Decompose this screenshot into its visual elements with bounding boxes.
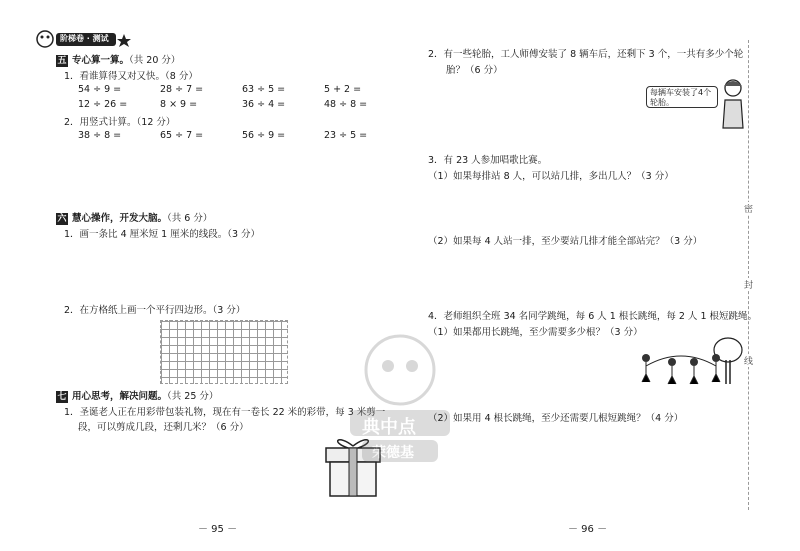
calc-item: 38 ÷ 8 = — [78, 130, 122, 141]
section-6-points: （共 6 分） — [167, 213, 213, 224]
question-5-2: 2．用竖式计算。（12 分） — [64, 117, 176, 128]
calc-item: 28 ÷ 7 = — [160, 84, 204, 95]
section-6-title: 慧心操作，开发大脑。 — [72, 213, 168, 224]
header-logo — [36, 30, 136, 48]
grid-paper — [160, 320, 288, 384]
jump-rope-children-icon — [636, 336, 744, 386]
calc-item: 65 ÷ 7 = — [160, 130, 204, 141]
margin-char-feng: 封 — [744, 278, 753, 291]
question-6-2: 2．在方格纸上画一个平行四边形。（3 分） — [64, 305, 246, 316]
vertical-calc-row — [78, 130, 406, 141]
section-7-number: 七 — [57, 392, 67, 402]
watermark — [340, 330, 460, 470]
question-r4-1: （1）如果都用长跳绳，至少需要多少根？（3 分） — [428, 327, 643, 338]
section-5-points: （共 20 分） — [129, 55, 181, 66]
calc-item: 23 ÷ 5 = — [324, 130, 368, 141]
margin-char-mi: 密 — [744, 202, 753, 215]
binding-margin-line — [748, 40, 749, 510]
question-r3-2: （2）如果每 4 人站一排，至少要站几排才能全部站完？（3 分） — [428, 236, 703, 247]
calc-item: 54 ÷ 9 = — [78, 84, 122, 95]
section-7-heading — [56, 388, 218, 403]
calc-item: 5 + 2 = — [324, 84, 362, 95]
section-6-heading — [56, 210, 212, 225]
section-6-number: 六 — [57, 214, 67, 224]
section-7-title: 用心思考，解决问题。 — [72, 391, 168, 402]
question-r2-line1: 2．有一些轮胎，工人师傅安装了 8 辆车后，还剩下 3 个，一共有多少个轮 — [428, 49, 744, 60]
calc-item: 36 ÷ 4 = — [242, 99, 286, 110]
section-5-heading — [56, 52, 180, 67]
calc-row — [78, 99, 406, 110]
watermark-text-2: 荣德基 — [372, 445, 414, 461]
question-7-1-line1: 1．圣诞老人正在用彩带包装礼物，现在有一卷长 22 米的彩带，每 3 米剪一 — [64, 407, 386, 418]
question-7-1-line2: 段，可以剪成几段，还剩几米？（6 分） — [78, 422, 249, 433]
page-number-left: － 95 － — [198, 524, 238, 535]
logo-text: 阶梯卷 · 测试 — [60, 34, 109, 43]
calc-row — [78, 84, 406, 95]
question-r3-1: （1）如果每排站 8 人，可以站几排，多出几人？（3 分） — [428, 171, 674, 182]
margin-char-xian: 线 — [744, 354, 753, 367]
worker-icon — [720, 78, 746, 130]
question-r4-2: （2）如果用 4 根长跳绳，至少还需要几根短跳绳？（4 分） — [428, 413, 684, 424]
calc-item: 63 ÷ 5 = — [242, 84, 286, 95]
calc-item: 48 ÷ 8 = — [324, 99, 368, 110]
section-7-points: （共 25 分） — [167, 391, 219, 402]
watermark-text-1: 典中点 — [362, 417, 416, 438]
speech-bubble: 每辆车安装了4个轮胎。 — [646, 86, 718, 108]
question-5-1: 1．看谁算得又对又快。（8 分） — [64, 71, 198, 82]
question-6-1: 1．画一条比 4 厘米短 1 厘米的线段。（3 分） — [64, 229, 261, 240]
calc-item: 56 ÷ 9 = — [242, 130, 286, 141]
section-5-title: 专心算一算。 — [72, 55, 130, 66]
question-r2-line2: 胎？（6 分） — [446, 65, 503, 76]
calc-item: 12 ÷ 26 = — [78, 99, 128, 110]
section-5-number: 五 — [57, 56, 67, 66]
question-r3: 3．有 23 人参加唱歌比赛。 — [428, 155, 548, 166]
page-number-right: － 96 － — [568, 524, 608, 535]
calc-item: 8 × 9 = — [160, 99, 198, 110]
question-r4: 4．老师组织全班 34 名同学跳绳，每 6 人 1 根长跳绳，每 2 人 1 根短跳绳。 — [428, 311, 758, 322]
